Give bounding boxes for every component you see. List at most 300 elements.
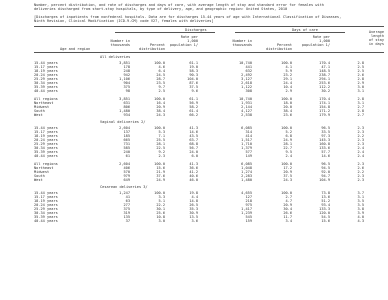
cell-discharges-percent: 30.1 bbox=[156, 207, 165, 211]
cell-discharges-rate: 90.3 bbox=[189, 73, 198, 77]
cell-days-rate: 73.8 bbox=[321, 191, 330, 195]
row-label: All regions bbox=[34, 162, 58, 166]
cell-average-length-of-stay: 3.1 bbox=[357, 195, 364, 199]
row-label: Midwest bbox=[34, 170, 50, 174]
cell-discharges-number: 375 bbox=[123, 85, 130, 89]
cell-days-rate: 13.6 bbox=[321, 195, 330, 199]
cell-days-percent: 23.6 bbox=[283, 113, 292, 117]
group-rule-discharges bbox=[115, 32, 215, 33]
cell-days-number: 3,127 bbox=[241, 77, 252, 81]
group-rule-days bbox=[235, 32, 345, 33]
cell-discharges-percent: 4.6 bbox=[158, 65, 165, 69]
cell-discharges-rate: 9.6 bbox=[191, 89, 198, 93]
cell-discharges-number: 240 bbox=[123, 150, 130, 154]
row-label: 35-39 years bbox=[34, 150, 58, 154]
cell-days-rate: 120.0 bbox=[319, 211, 330, 215]
cell-discharges-rate: 14.6 bbox=[189, 130, 198, 134]
cell-days-percent: 100.0 bbox=[281, 61, 292, 65]
cell-discharges-rate: 66.2 bbox=[189, 113, 198, 117]
cell-discharges-percent: 3.3 bbox=[158, 195, 165, 199]
row-label: 20-24 years bbox=[34, 203, 58, 207]
cell-discharges-number: 135 bbox=[123, 215, 130, 219]
cell-discharges-rate: 19.8 bbox=[189, 191, 198, 195]
cell-days-number: 1,379 bbox=[241, 146, 252, 150]
cell-days-rate: 57.7 bbox=[321, 150, 330, 154]
cell-days-number: 1,710 bbox=[241, 142, 252, 146]
cell-discharges-number: 178 bbox=[123, 65, 130, 69]
cell-discharges-percent: 7.1 bbox=[158, 134, 165, 138]
cell-days-percent: 38.4 bbox=[283, 109, 292, 113]
cell-discharges-rate: 63.7 bbox=[189, 138, 198, 142]
cell-discharges-number: 1,480 bbox=[119, 109, 130, 113]
cell-average-length-of-stay: 2.2 bbox=[357, 134, 364, 138]
row-label: 18-19 years bbox=[34, 199, 58, 203]
col-header-rate: Rate per bbox=[180, 35, 198, 39]
header-line: [Discharges of inpatients from nonfederal hospitals. Data are for discharges 15-44 years of age with International Classification of Diseases, bbox=[34, 15, 342, 19]
cell-days-number: 218 bbox=[245, 199, 252, 203]
col-header-rate: population 1/ bbox=[301, 43, 330, 47]
cell-discharges-number: 942 bbox=[123, 73, 130, 77]
cell-average-length-of-stay: 2.6 bbox=[357, 73, 364, 77]
cell-days-rate: 93.4 bbox=[321, 203, 330, 207]
cell-average-length-of-stay: 2.8 bbox=[357, 97, 364, 101]
cell-days-percent: 2.9 bbox=[285, 89, 292, 93]
cell-days-percent: 30.4 bbox=[283, 207, 292, 211]
cell-discharges-percent: 28.7 bbox=[156, 77, 165, 81]
row-label: 40-44 years bbox=[34, 154, 58, 158]
row-label: Northeast bbox=[34, 166, 54, 170]
row-label: 25-29 years bbox=[34, 77, 58, 81]
cell-days-rate: 133.3 bbox=[319, 207, 330, 211]
cell-days-percent: 100.0 bbox=[281, 97, 292, 101]
cell-discharges-rate: 26.5 bbox=[189, 203, 198, 207]
cell-days-rate: 170.4 bbox=[319, 61, 330, 65]
cell-days-percent: 17.2 bbox=[283, 166, 292, 170]
cell-discharges-number: 277 bbox=[123, 203, 130, 207]
cell-days-number: 308 bbox=[245, 89, 252, 93]
cell-average-length-of-stay: 4.3 bbox=[357, 219, 364, 223]
col-header-alos: Average bbox=[368, 30, 384, 34]
cell-discharges-percent: 20.9 bbox=[156, 105, 165, 109]
cell-days-rate: 238.7 bbox=[319, 73, 330, 77]
row-label: 18-19 years bbox=[34, 69, 58, 73]
cell-discharges-percent: 9.7 bbox=[158, 85, 165, 89]
cell-days-rate: 174.1 bbox=[319, 101, 330, 105]
cell-discharges-number: 570 bbox=[123, 170, 130, 174]
cell-discharges-percent: 38.4 bbox=[156, 109, 165, 113]
cell-discharges-rate: 4.4 bbox=[191, 195, 198, 199]
cell-discharges-number: 185 bbox=[123, 134, 130, 138]
cell-days-percent: 5.2 bbox=[285, 130, 292, 134]
cell-discharges-rate: 40.6 bbox=[189, 174, 198, 178]
cell-discharges-number: 319 bbox=[123, 211, 130, 215]
cell-days-rate: 179.9 bbox=[319, 113, 330, 117]
row-label: South bbox=[34, 109, 45, 113]
cell-days-number: 10,740 bbox=[239, 97, 252, 101]
cell-average-length-of-stay: 2.3 bbox=[357, 126, 364, 130]
cell-discharges-number: 1,106 bbox=[119, 77, 130, 81]
cell-discharges-rate: 41.3 bbox=[189, 162, 198, 166]
cell-average-length-of-stay: 2.7 bbox=[357, 105, 364, 109]
cell-discharges-number: 731 bbox=[123, 142, 130, 146]
row-label: 35-39 years bbox=[34, 85, 58, 89]
col-header-number: thousands bbox=[232, 43, 252, 47]
cell-days-number: 975 bbox=[245, 203, 252, 207]
cell-days-rate: 253.6 bbox=[319, 81, 330, 85]
cell-average-length-of-stay: 2.4 bbox=[357, 150, 364, 154]
cell-discharges-percent: 24.3 bbox=[156, 113, 165, 117]
cell-days-number: 2,492 bbox=[241, 73, 252, 77]
cell-discharges-rate: 104.0 bbox=[187, 77, 198, 81]
cell-average-length-of-stay: 2.8 bbox=[357, 77, 364, 81]
cell-average-length-of-stay: 2.3 bbox=[357, 162, 364, 166]
row-label: 20-24 years bbox=[34, 73, 58, 77]
cell-discharges-percent: 28.1 bbox=[156, 142, 165, 146]
cell-discharges-percent: 9.2 bbox=[158, 150, 165, 154]
cell-discharges-percent: 5.3 bbox=[158, 130, 165, 134]
cell-discharges-percent: 100.0 bbox=[154, 61, 165, 65]
cell-discharges-percent: 25.5 bbox=[156, 138, 165, 142]
cell-days-percent: 9.5 bbox=[285, 150, 292, 154]
cell-days-number: 1,480 bbox=[241, 178, 252, 182]
cell-discharges-rate: 56.9 bbox=[189, 101, 198, 105]
row-label: 15-17 years bbox=[34, 195, 58, 199]
cell-discharges-rate: 46.0 bbox=[189, 178, 198, 182]
cell-discharges-percent: 100.0 bbox=[154, 162, 165, 166]
cell-discharges-number: 61 bbox=[125, 154, 130, 158]
cell-discharges-number: 934 bbox=[123, 113, 130, 117]
cell-days-rate: 170.4 bbox=[319, 97, 330, 101]
header-line: Ninth Revision, Clinical Modification (ICD-9-CM) code V27, females with deliveries] bbox=[34, 19, 214, 23]
cell-discharges-number: 979 bbox=[123, 174, 130, 178]
cell-days-rate: 96.5 bbox=[321, 162, 330, 166]
row-label: South bbox=[34, 174, 45, 178]
cell-days-number: 2,538 bbox=[241, 113, 252, 117]
cell-days-rate: 133.6 bbox=[319, 146, 330, 150]
cell-discharges-percent: 10.8 bbox=[156, 215, 165, 219]
row-label: Midwest bbox=[34, 105, 50, 109]
cell-days-number: 1,274 bbox=[241, 170, 252, 174]
cell-discharges-percent: 16.4 bbox=[156, 101, 165, 105]
cell-days-number: 414 bbox=[245, 134, 252, 138]
cell-discharges-rate: 37.5 bbox=[189, 85, 198, 89]
cell-days-number: 6,085 bbox=[241, 162, 252, 166]
col-header-alos: in days bbox=[368, 42, 384, 46]
cell-discharges-percent: 2.3 bbox=[158, 154, 165, 158]
row-label: 30-34 years bbox=[34, 211, 58, 215]
cell-days-percent: 20.9 bbox=[283, 203, 292, 207]
cell-discharges-percent: 24.9 bbox=[156, 178, 165, 182]
cell-days-rate: 145.3 bbox=[319, 138, 330, 142]
col-header-rate: 1,000 bbox=[187, 39, 198, 43]
cell-average-length-of-stay: 3.0 bbox=[357, 85, 364, 89]
cell-days-number: 2,618 bbox=[241, 81, 252, 85]
cell-days-rate: 171.2 bbox=[319, 109, 330, 113]
cell-days-rate: 14.6 bbox=[321, 154, 330, 158]
cell-discharges-rate: 30.9 bbox=[189, 211, 198, 215]
col-header-rate: population 1/ bbox=[169, 43, 198, 47]
cell-average-length-of-stay: 2.5 bbox=[357, 65, 364, 69]
cell-discharges-number: 904 bbox=[123, 81, 130, 85]
group-header-days-of-care: Days of care bbox=[292, 28, 318, 32]
cell-discharges-rate: 6.0 bbox=[191, 154, 198, 158]
cell-discharges-rate: 14.8 bbox=[189, 199, 198, 203]
cell-discharges-percent: 24.5 bbox=[156, 73, 165, 77]
cell-days-number: 1,048 bbox=[241, 166, 252, 170]
cell-days-rate: 96.5 bbox=[321, 126, 330, 130]
cell-discharges-percent: 37.6 bbox=[156, 174, 165, 178]
cell-days-number: 545 bbox=[245, 215, 252, 219]
col-header-age-region: Age and region bbox=[60, 47, 91, 51]
cell-discharges-rate: 61.1 bbox=[189, 97, 198, 101]
cell-average-length-of-stay: 2.3 bbox=[357, 178, 364, 182]
cell-days-percent: 10.4 bbox=[283, 85, 292, 89]
cell-days-percent: 24.4 bbox=[283, 81, 292, 85]
cell-discharges-number: 1,247 bbox=[119, 191, 130, 195]
cell-days-number: 632 bbox=[245, 69, 252, 73]
cell-days-number: 577 bbox=[245, 150, 252, 154]
cell-days-number: 441 bbox=[245, 65, 252, 69]
cell-average-length-of-stay: 3.5 bbox=[357, 199, 364, 203]
cell-days-rate: 33.5 bbox=[321, 130, 330, 134]
cell-average-length-of-stay: 3.1 bbox=[357, 101, 364, 105]
cell-days-number: 1,122 bbox=[241, 85, 252, 89]
cell-discharges-rate: 61.4 bbox=[189, 109, 198, 113]
cell-discharges-number: 3,851 bbox=[119, 61, 130, 65]
cell-average-length-of-stay: 2.9 bbox=[357, 81, 364, 85]
cell-discharges-rate: 58.2 bbox=[189, 105, 198, 109]
cell-days-percent: 18.0 bbox=[283, 101, 292, 105]
cell-days-rate: 92.0 bbox=[321, 170, 330, 174]
cell-days-rate: 94.7 bbox=[321, 174, 330, 178]
cell-discharges-number: 375 bbox=[123, 207, 130, 211]
cell-discharges-number: 806 bbox=[123, 105, 130, 109]
cell-discharges-number: 37 bbox=[125, 219, 130, 223]
col-header-percent: Percent bbox=[276, 43, 292, 47]
cell-days-rate: 54.5 bbox=[321, 215, 330, 219]
cell-average-length-of-stay: 3.5 bbox=[357, 203, 364, 207]
col-header-alos: length bbox=[371, 34, 384, 38]
cell-days-number: 6,085 bbox=[241, 126, 252, 130]
row-label: 30-34 years bbox=[34, 146, 58, 150]
cell-days-percent: 6.8 bbox=[285, 134, 292, 138]
cell-average-length-of-stay: 3.8 bbox=[357, 207, 364, 211]
col-header-number: thousands bbox=[110, 43, 130, 47]
cell-discharges-number: 406 bbox=[123, 166, 130, 170]
cell-discharges-number: 3,851 bbox=[119, 97, 130, 101]
row-label: 15-44 years bbox=[34, 61, 58, 65]
cell-days-rate: 104.9 bbox=[319, 178, 330, 182]
cell-discharges-number: 137 bbox=[123, 130, 130, 134]
cell-days-number: 1,517 bbox=[241, 138, 252, 142]
cell-discharges-percent: 5.1 bbox=[158, 199, 165, 203]
cell-days-percent: 4.1 bbox=[285, 65, 292, 69]
col-header-alos: of stay bbox=[368, 38, 384, 42]
header-bottom-rule bbox=[34, 52, 384, 53]
cell-days-number: 149 bbox=[245, 154, 252, 158]
row-label: All regions bbox=[34, 97, 58, 101]
cell-average-length-of-stay: 2.3 bbox=[357, 138, 364, 142]
cell-discharges-rate: 19.0 bbox=[189, 65, 198, 69]
row-label: West bbox=[34, 113, 43, 117]
cell-discharges-rate: 41.2 bbox=[189, 170, 198, 174]
cell-days-number: 10,740 bbox=[239, 61, 252, 65]
section-title: Vaginal deliveries 2/ bbox=[100, 120, 146, 124]
cell-discharges-rate: 68.8 bbox=[189, 142, 198, 146]
cell-days-percent: 26.6 bbox=[283, 211, 292, 215]
cell-average-length-of-stay: 2.3 bbox=[357, 142, 364, 146]
row-label: 15-44 years bbox=[34, 126, 58, 130]
cell-days-rate: 94.5 bbox=[321, 166, 330, 170]
col-header-number: Number in bbox=[110, 39, 130, 43]
row-label: 20-24 years bbox=[34, 138, 58, 142]
cell-days-rate: 97.3 bbox=[321, 134, 330, 138]
col-header-percent: distribution bbox=[266, 47, 292, 51]
cell-days-rate: 148.5 bbox=[319, 69, 330, 73]
cell-days-number: 1,239 bbox=[241, 211, 252, 215]
cell-discharges-percent: 6.4 bbox=[158, 69, 165, 73]
cell-days-rate: 154.8 bbox=[319, 105, 330, 109]
row-label: 40-44 years bbox=[34, 89, 58, 93]
cell-discharges-rate: 3.6 bbox=[191, 219, 198, 223]
cell-days-percent: 100.0 bbox=[281, 162, 292, 166]
cell-discharges-number: 63 bbox=[125, 199, 130, 203]
cell-discharges-percent: 100.0 bbox=[154, 191, 165, 195]
cell-days-percent: 20.0 bbox=[283, 105, 292, 109]
cell-days-number: 2,283 bbox=[241, 174, 252, 178]
cell-days-rate: 30.2 bbox=[321, 89, 330, 93]
cell-discharges-number: 248 bbox=[123, 69, 130, 73]
cell-discharges-rate: 13.5 bbox=[189, 215, 198, 219]
cell-average-length-of-stay: 3.7 bbox=[357, 191, 364, 195]
cell-discharges-number: 649 bbox=[123, 178, 130, 182]
cell-discharges-rate: 43.5 bbox=[189, 134, 198, 138]
cell-discharges-rate: 24.0 bbox=[189, 150, 198, 154]
cell-discharges-percent: 3.0 bbox=[158, 219, 165, 223]
cell-days-percent: 24.3 bbox=[283, 178, 292, 182]
cell-days-percent: 37.5 bbox=[283, 174, 292, 178]
cell-discharges-number: 2,604 bbox=[119, 162, 130, 166]
cell-average-length-of-stay: 4.0 bbox=[357, 215, 364, 219]
cell-discharges-percent: 15.6 bbox=[156, 166, 165, 170]
cell-discharges-rate: 87.6 bbox=[189, 81, 198, 85]
cell-days-number: 314 bbox=[245, 130, 252, 134]
row-label: 25-29 years bbox=[34, 142, 58, 146]
cell-days-rate: 47.1 bbox=[321, 65, 330, 69]
cell-days-percent: 5.9 bbox=[285, 69, 292, 73]
cell-discharges-number: 665 bbox=[123, 138, 130, 142]
cell-discharges-rate: 41.3 bbox=[189, 126, 198, 130]
cell-average-length-of-stay: 2.2 bbox=[357, 170, 364, 174]
cell-discharges-number: 2,604 bbox=[119, 126, 130, 130]
cell-days-percent: 28.1 bbox=[283, 142, 292, 146]
cell-days-percent: 2.4 bbox=[285, 154, 292, 158]
cell-days-number: 2,144 bbox=[241, 105, 252, 109]
cell-discharges-rate: 61.1 bbox=[189, 61, 198, 65]
cell-days-percent: 2.7 bbox=[285, 195, 292, 199]
cell-days-rate: 51.2 bbox=[321, 199, 330, 203]
cell-discharges-number: 631 bbox=[123, 101, 130, 105]
section-title: Cesarean deliveries 3/ bbox=[100, 185, 148, 189]
cell-discharges-percent: 22.2 bbox=[156, 203, 165, 207]
cell-average-length-of-stay: 2.5 bbox=[357, 69, 364, 73]
table-top-rule bbox=[34, 26, 384, 27]
cell-days-rate: 294.1 bbox=[319, 77, 330, 81]
col-header-rate: 1,000 bbox=[319, 39, 330, 43]
cell-discharges-number: 41 bbox=[125, 195, 130, 199]
cell-days-percent: 4.7 bbox=[285, 199, 292, 203]
row-label: 35-39 years bbox=[34, 215, 58, 219]
cell-discharges-percent: 2.5 bbox=[158, 89, 165, 93]
row-label: 15-17 years bbox=[34, 130, 58, 134]
cell-average-length-of-stay: 3.9 bbox=[357, 211, 364, 215]
header-line: deliveries discharged from short-stay hospitals, by type of delivery, age, and geographic region: United States, 2010 bbox=[34, 7, 288, 11]
cell-average-length-of-stay: 2.8 bbox=[357, 61, 364, 65]
cell-discharges-percent: 21.9 bbox=[156, 170, 165, 174]
cell-days-number: 4,655 bbox=[241, 191, 252, 195]
cell-discharges-number: 585 bbox=[123, 146, 130, 150]
row-label: 18-19 years bbox=[34, 134, 58, 138]
cell-discharges-percent: 23.5 bbox=[156, 81, 165, 85]
row-label: 40-44 years bbox=[34, 219, 58, 223]
cell-discharges-percent: 100.0 bbox=[154, 126, 165, 130]
group-header-discharges: Discharges bbox=[185, 28, 207, 32]
cell-discharges-percent: 22.5 bbox=[156, 146, 165, 150]
cell-average-length-of-stay: 3.1 bbox=[357, 89, 364, 93]
cell-days-rate: 15.6 bbox=[321, 219, 330, 223]
row-label: West bbox=[34, 178, 43, 182]
cell-average-length-of-stay: 2.3 bbox=[357, 130, 364, 134]
cell-days-percent: 29.1 bbox=[283, 77, 292, 81]
col-header-percent: distribution bbox=[139, 47, 165, 51]
cell-discharges-rate: 56.7 bbox=[189, 146, 198, 150]
cell-days-percent: 100.0 bbox=[281, 191, 292, 195]
col-header-number: Number in bbox=[232, 39, 252, 43]
row-label: 25-29 years bbox=[34, 207, 58, 211]
header-line: Number, percent distribution, and rate of discharges and days of care, with average length of stay and standard error for females with bbox=[34, 3, 324, 7]
cell-average-length-of-stay: 2.8 bbox=[357, 109, 364, 113]
cell-discharges-rate: 58.3 bbox=[189, 69, 198, 73]
row-label: 15-17 years bbox=[34, 65, 58, 69]
col-header-percent: Percent bbox=[149, 43, 165, 47]
cell-days-percent: 24.9 bbox=[283, 138, 292, 142]
row-label: 30-34 years bbox=[34, 81, 58, 85]
section-title: All deliveries bbox=[100, 55, 131, 59]
cell-days-percent: 11.7 bbox=[283, 215, 292, 219]
cell-days-number: 127 bbox=[245, 195, 252, 199]
cell-average-length-of-stay: 2.7 bbox=[357, 113, 364, 117]
cell-days-rate: 112.2 bbox=[319, 85, 330, 89]
cell-discharges-percent: 100.0 bbox=[154, 97, 165, 101]
cell-average-length-of-stay: 2.4 bbox=[357, 154, 364, 158]
row-label: Northeast bbox=[34, 101, 54, 105]
cell-days-percent: 23.2 bbox=[283, 73, 292, 77]
cell-average-length-of-stay: 2.4 bbox=[357, 146, 364, 150]
cell-days-rate: 160.8 bbox=[319, 142, 330, 146]
cell-days-percent: 20.9 bbox=[283, 170, 292, 174]
cell-discharges-percent: 25.6 bbox=[156, 211, 165, 215]
cell-days-number: 1,417 bbox=[241, 207, 252, 211]
cell-average-length-of-stay: 2.6 bbox=[357, 166, 364, 170]
cell-days-number: 4,127 bbox=[241, 109, 252, 113]
cell-discharges-number: 98 bbox=[125, 89, 130, 93]
cell-days-number: 1,931 bbox=[241, 101, 252, 105]
cell-days-number: 159 bbox=[245, 219, 252, 223]
cell-average-length-of-stay: 2.3 bbox=[357, 174, 364, 178]
col-header-rate: Rate per bbox=[312, 35, 330, 39]
cell-days-percent: 3.4 bbox=[285, 219, 292, 223]
cell-days-percent: 100.0 bbox=[281, 126, 292, 130]
